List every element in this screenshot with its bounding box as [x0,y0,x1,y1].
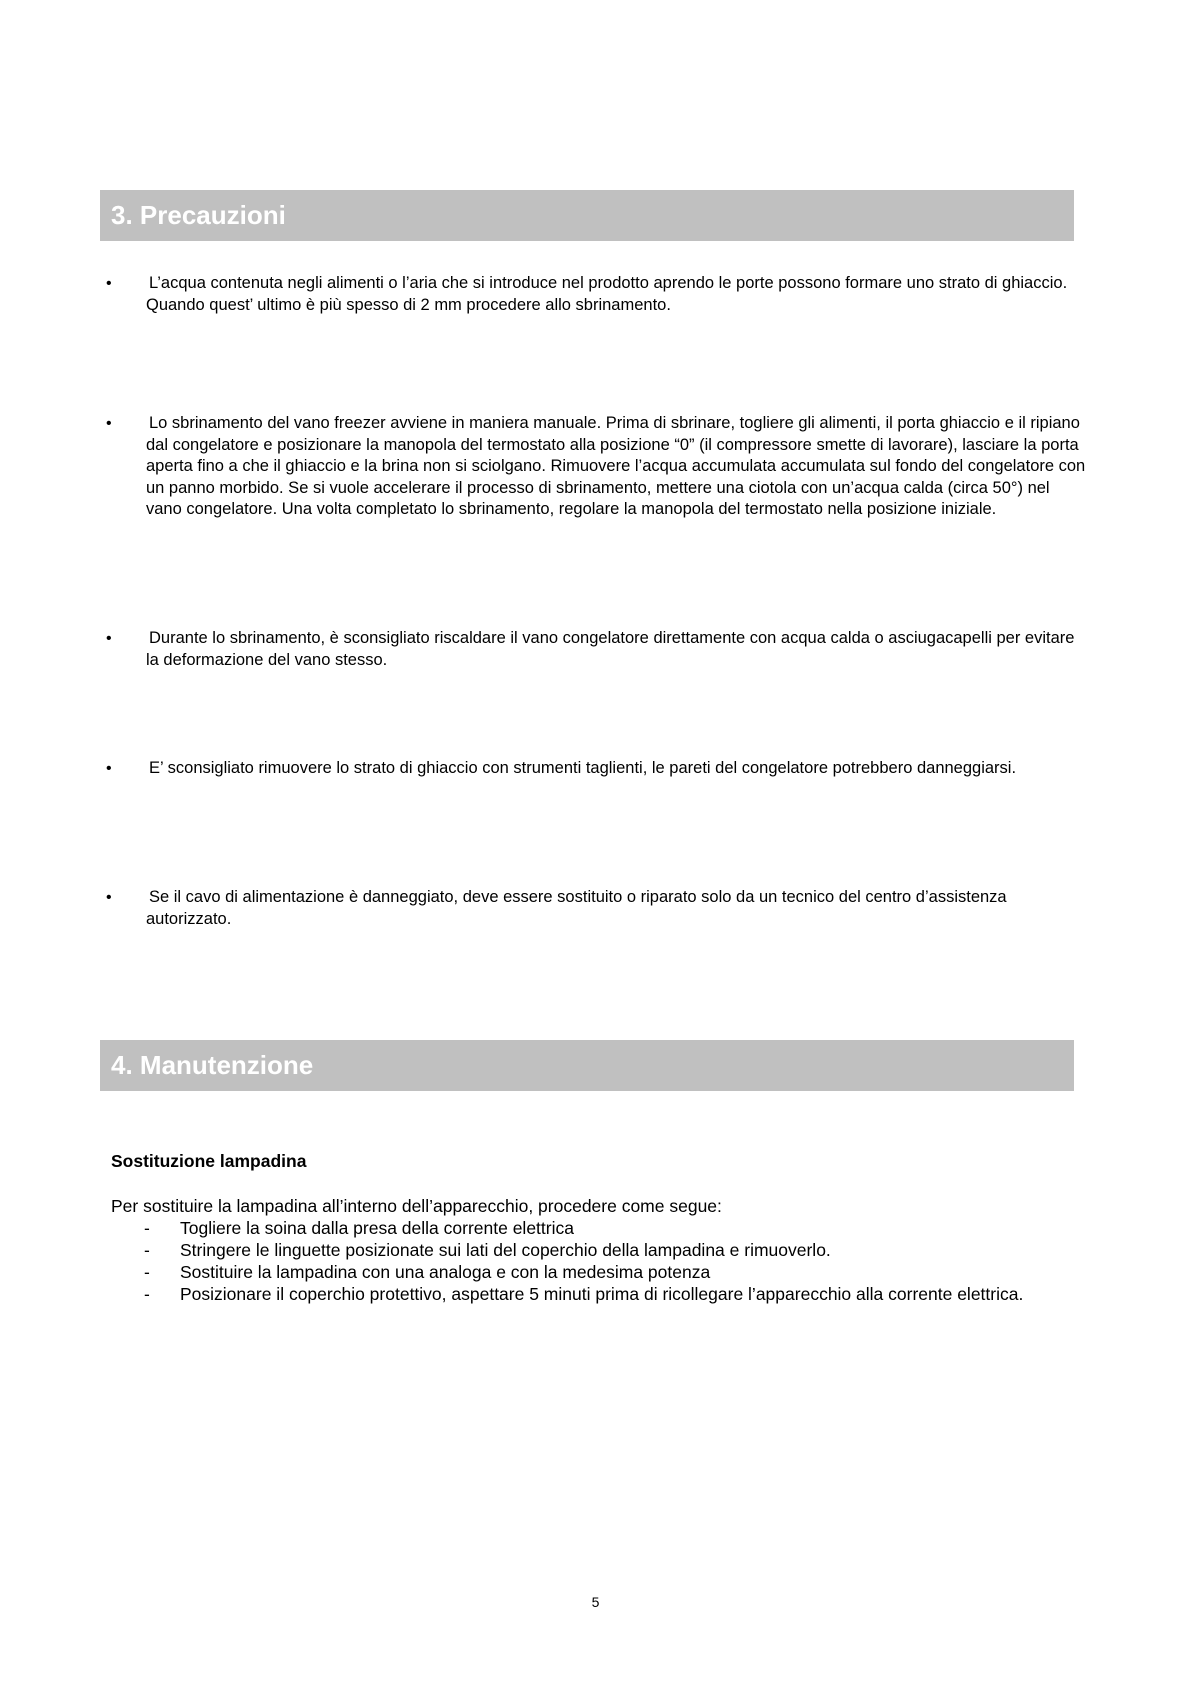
bullet-icon: • [106,415,112,432]
step-text: Posizionare il coperchio protettivo, aspettare 5 minuti prima di ricollegare l’apparecchio alla corrente elettrica. [180,1284,1024,1304]
step-item [111,1283,1091,1305]
list-item-text: Lo sbrinamento del vano freezer avviene in maniera manuale. Prima di sbrinare, togliere gli alimenti, il porta ghiaccio e il ripiano dal congelatore e posizionare la manopola del termostato alla posizione “0” (il compressore smette di lavorare), lasciare la porta aperta fino a che il ghiaccio e la brina non si sciolgano. Rimuovere l’acqua accumulata accumulata sul fondo del congelatore con un panno morbido. Se si vuole accelerare il processo di sbrinamento, mettere una ciotola con un’acqua calda (circa 50°) nel vano congelatore. Una volta completato lo sbrinamento, regolare la manopola del termostato nella posizione iniziale. [146,414,1086,518]
section-header-precauzioni [100,190,1074,241]
list-item-text: E’ sconsigliato rimuovere lo strato di ghiaccio con strumenti taglienti, le pareti del congelatore potrebbero danneggiarsi. [149,759,1017,777]
bullet-icon: • [106,889,112,906]
section-title: 3. Precauzioni [111,200,286,230]
page-number: 5 [591,1594,600,1610]
list-item-text: Se il cavo di alimentazione è danneggiato, deve essere sostituito o riparato solo da un tecnico del centro d’assistenza autorizzato. [146,888,1007,928]
step-text: Stringere le linguette posizionate sui lati del coperchio della lampadina e rimuoverlo. [180,1240,831,1260]
dash-icon: - [144,1262,150,1282]
step-item [111,1239,1091,1261]
bullet-icon: • [106,275,112,292]
subheading-sostituzione-lampadina: Sostituzione lampadina [111,1151,307,1171]
step-text: Togliere la soina dalla presa della corrente elettrica [180,1218,574,1238]
dash-icon: - [144,1218,150,1238]
intro-paragraph: Per sostituire la lampadina all’interno dell’apparecchio, procedere come segue: [111,1196,722,1216]
section-title: 4. Manutenzione [111,1050,314,1080]
dash-icon: - [144,1284,150,1304]
step-item [111,1217,1091,1239]
bullet-icon: • [106,760,112,777]
step-item [111,1261,1091,1283]
steps-list [111,1217,1091,1305]
section-header-manutenzione [100,1040,1074,1091]
list-item-text: L’acqua contenuta negli alimenti o l’aria che si introduce nel prodotto aprendo le porte possono formare uno strato di ghiaccio. Quando quest’ ultimo è più spesso di 2 mm procedere allo sbrinamento. [146,274,1068,314]
step-text: Sostituire la lampadina con una analoga e con la medesima potenza [180,1262,711,1282]
dash-icon: - [144,1240,150,1260]
list-item-text: Durante lo sbrinamento, è sconsigliato riscaldare il vano congelatore direttamente con acqua calda o asciugacapelli per evitare la deformazione del vano stesso. [146,629,1075,669]
bullet-icon: • [106,630,112,647]
